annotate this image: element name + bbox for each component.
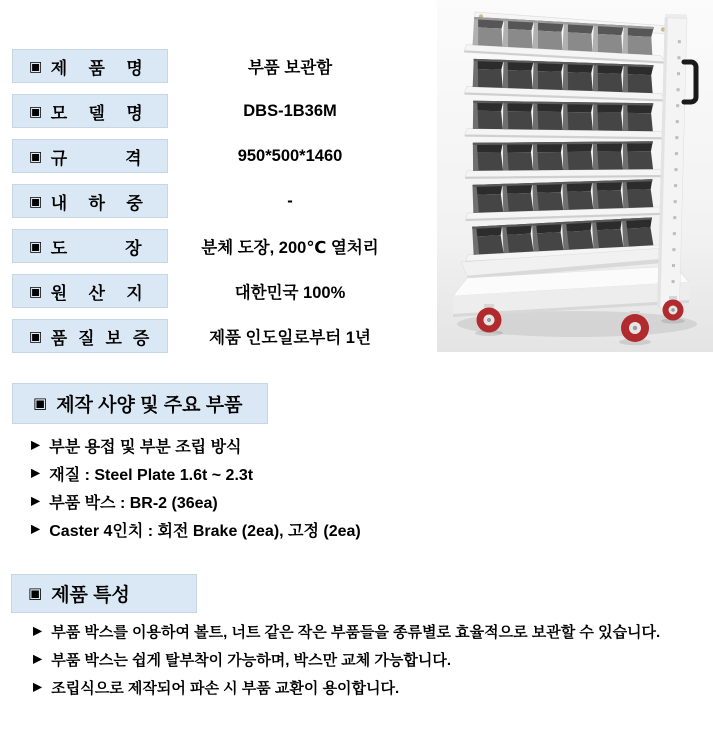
- list-item: [31, 487, 361, 515]
- spec-row: [0, 94, 440, 128]
- spec-table: [0, 0, 440, 360]
- spec-label-text: 내 하 중: [50, 193, 144, 213]
- spec-value: 제품 인도일로부터 1년: [209, 329, 371, 347]
- shelf-row: [465, 141, 667, 179]
- spec-label: [12, 229, 168, 263]
- spec-value: 950*500*1460: [237, 146, 343, 165]
- spec-value: 부품 보관함: [247, 59, 333, 77]
- square-bullet-icon: ▣: [29, 283, 43, 299]
- spec-row: [0, 319, 440, 353]
- triangle-bullet-icon: ▶: [33, 679, 43, 694]
- list-item-text: 재질 : Steel Plate 1.6t ~ 2.3t: [49, 466, 254, 484]
- spec-label-text: 도 장: [50, 238, 143, 258]
- list-item-text: 부분 용접 및 부분 조립 방식: [49, 438, 242, 456]
- spec-row: [0, 139, 440, 173]
- square-bullet-icon: ▣: [28, 585, 43, 602]
- square-bullet-icon: ▣: [29, 193, 43, 209]
- list-item: [33, 673, 660, 701]
- triangle-bullet-icon: ▶: [31, 437, 41, 452]
- shelf-row: [464, 179, 667, 221]
- section-title-text: 제작 사양 및 주요 부품: [56, 395, 243, 416]
- square-bullet-icon: ▣: [29, 148, 43, 164]
- list-item: [31, 431, 361, 459]
- triangle-bullet-icon: ▶: [31, 465, 41, 480]
- spec-label: [12, 94, 168, 128]
- spec-value: -: [287, 191, 293, 210]
- spec-value: 분체 도장, 200℃ 열처리: [201, 239, 379, 257]
- rack-render: [437, 0, 713, 352]
- list-item-text: Caster 4인치 : 회전 Brake (2ea), 고정 (2ea): [49, 522, 361, 540]
- triangle-bullet-icon: ▶: [31, 493, 41, 508]
- spec-label-text: 품 질 보 증: [50, 328, 150, 348]
- list-item: [31, 459, 361, 487]
- shelf-row: [465, 101, 667, 140]
- square-bullet-icon: ▣: [29, 58, 43, 74]
- spec-label: [12, 184, 168, 218]
- list-item-text: 부품 박스 : BR-2 (36ea): [49, 494, 218, 512]
- spec-value: DBS-1B36M: [243, 101, 337, 120]
- triangle-bullet-icon: ▶: [31, 521, 41, 536]
- triangle-bullet-icon: ▶: [33, 651, 43, 666]
- list-item-text: 조립식으로 제작되어 파손 시 부품 교환이 용이합니다.: [51, 679, 400, 697]
- list-item: [31, 515, 361, 543]
- spec-value: 대한민국 100%: [234, 284, 346, 302]
- section-title-text: 제품 특성: [51, 585, 130, 606]
- product-features-list: [33, 617, 660, 701]
- product-image: [437, 0, 713, 352]
- section-title-manufacturing: [12, 383, 268, 424]
- spec-row: [0, 229, 440, 263]
- square-bullet-icon: ▣: [29, 328, 43, 344]
- spec-label: [12, 49, 168, 83]
- spec-label: [12, 319, 168, 353]
- list-item-text: 부품 박스는 쉽게 탈부착이 가능하며, 박스만 교체 가능합니다.: [51, 651, 451, 669]
- spec-label: [12, 139, 168, 173]
- square-bullet-icon: ▣: [29, 103, 43, 119]
- shelf-row: [464, 59, 667, 102]
- spec-label: [12, 274, 168, 308]
- spec-label-text: 모 델 명: [50, 103, 144, 123]
- spec-label-text: 원 산 지: [50, 283, 144, 303]
- square-bullet-icon: ▣: [29, 238, 43, 254]
- spec-row: [0, 274, 440, 308]
- spec-row: [0, 184, 440, 218]
- spec-label-text: 규 격: [50, 148, 143, 168]
- square-bullet-icon: ▣: [33, 395, 48, 412]
- section-title-features: [11, 574, 197, 613]
- list-item-text: 부품 박스를 이용하여 볼트, 너트 같은 작은 부품들을 종류별로 효율적으로 보관할 수 있습니다.: [51, 623, 661, 641]
- list-item: [33, 645, 660, 673]
- triangle-bullet-icon: ▶: [33, 623, 43, 638]
- spec-label-text: 제 품 명: [50, 58, 144, 78]
- manufacturing-spec-list: [31, 431, 361, 543]
- spec-row: [0, 49, 440, 83]
- list-item: [33, 617, 660, 645]
